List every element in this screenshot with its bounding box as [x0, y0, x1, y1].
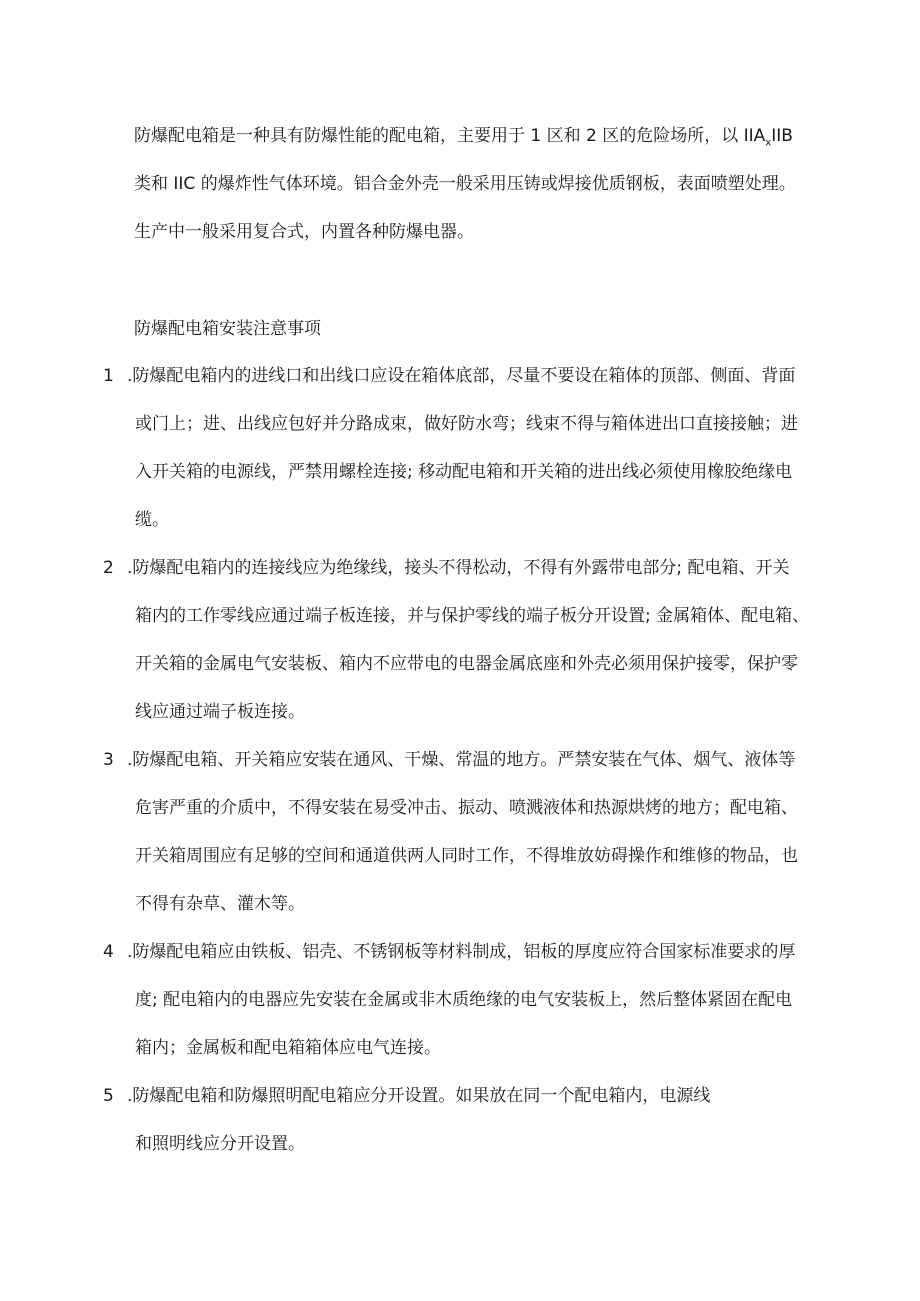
notes-list [0, 362, 920, 1178]
list-item-line: .防爆配电箱应由铁板、铝壳、不锈钢板等材料制成，铝板的厚度应符合国家标准要求的厚 [127, 942, 796, 962]
list-item-number: 1 [103, 366, 114, 386]
list-item [0, 554, 920, 746]
list-item-line: 度; 配电箱内的电器应先安装在金属或非木质绝缘的电气安装板上，然后整体紧固在配电 [135, 990, 793, 1010]
list-item-line: 不得有杂草、灌木等。 [135, 894, 305, 914]
list-item-line: .防爆配电箱、开关箱应安装在通风、干燥、常温的地方。严禁安装在气体、烟气、液体等 [127, 750, 796, 770]
list-item-line: .防爆配电箱内的连接线应为绝缘线，接头不得松动，不得有外露带电部分; 配电箱、开关 [127, 558, 790, 578]
section-heading: 防爆配电箱安装注意事项 [134, 319, 321, 339]
intro-line-2: 类和 IIC 的爆炸性气体环境。铝合金外壳一般采用压铸或焊接优质钢板，表面喷塑处理。 [134, 174, 796, 194]
intro-line-1 [134, 122, 814, 170]
list-item-number: 3 [103, 750, 114, 770]
list-item-line: 危害严重的介质中，不得安装在易受冲击、振动、喷溅液体和热源烘烤的地方；配电箱、 [135, 798, 798, 818]
list-item-line: 开关箱的金属电气安装板、箱内不应带电的电器金属底座和外壳必须用保护接零，保护零 [135, 654, 798, 674]
list-item-line: 缆。 [135, 510, 169, 530]
list-item-line: 箱内的工作零线应通过端子板连接，并与保护零线的端子板分开设置; 金属箱体、配电箱、 [135, 606, 810, 626]
list-item-number: 4 [103, 942, 114, 962]
intro-paragraph [134, 122, 814, 266]
list-item-line: 或门上；进、出线应包好并分路成束，做好防水弯；线束不得与箱体进出口直接接触；进 [135, 414, 798, 434]
list-item-line: 箱内；金属板和配电箱箱体应电气连接。 [135, 1038, 441, 1058]
intro-line-1-tail: IIB [771, 126, 793, 146]
list-item-line: .防爆配电箱和防爆照明配电箱应分开设置。如果放在同一个配电箱内，电源线 [127, 1086, 711, 1106]
list-item [0, 746, 920, 938]
list-item-number: 5 [103, 1086, 114, 1106]
list-item-line: 入开关箱的电源线，严禁用螺栓连接; 移动配电箱和开关箱的进出线必须使用橡胶绝缘电 [135, 462, 793, 482]
list-item-line: 开关箱周围应有足够的空间和通道供两人同时工作，不得堆放妨碍操作和维修的物品，也 [135, 846, 798, 866]
list-item [0, 362, 920, 554]
intro-line-3: 生产中一般采用复合式，内置各种防爆电器。 [134, 222, 474, 242]
intro-line-1-text: 防爆配电箱是一种具有防爆性能的配电箱，主要用于 1 区和 2 区的危险场所，以 IIA [134, 126, 766, 146]
list-item-line: 和照明线应分开设置。 [135, 1134, 305, 1154]
list-item [0, 938, 920, 1082]
intro-line-1-subscript: x [765, 137, 772, 149]
list-item-line: 线应通过端子板连接。 [135, 702, 305, 722]
list-item [0, 1082, 920, 1178]
list-item-line: .防爆配电箱内的进线口和出线口应设在箱体底部，尽量不要设在箱体的顶部、侧面、背面 [127, 366, 796, 386]
list-item-number: 2 [103, 558, 114, 578]
